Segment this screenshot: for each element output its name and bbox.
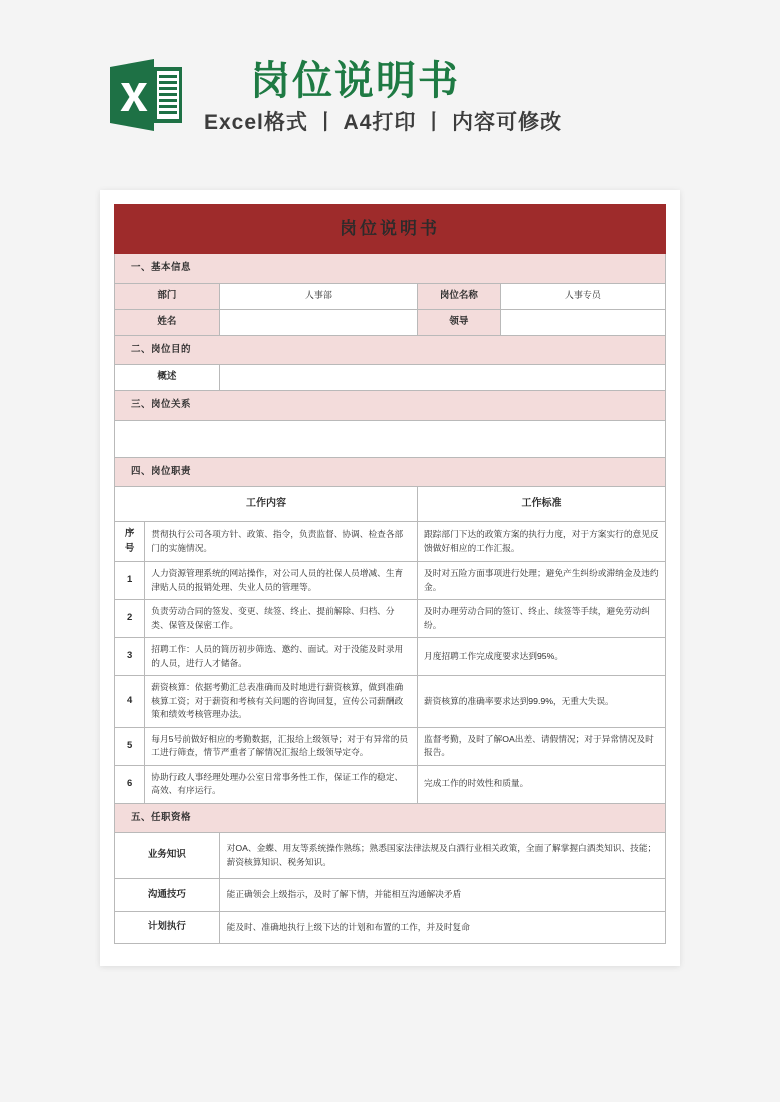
duty-content[interactable]: 人力资源管理系统的网站操作，对公司人员的社保人员增减、生育津贴人员的报销处理、失业人员的管理等。 [145, 562, 418, 600]
duty-content[interactable]: 贯彻执行公司各项方针、政策、指令，负责监督、协调、检查各部门的实施情况。 [145, 521, 418, 561]
column-header-work-content: 工作内容 [115, 487, 418, 522]
duty-content[interactable]: 薪资核算：依据考勤汇总表准确而及时地进行薪资核算，做到准确核算工资；对于薪资和考核有关问题的咨询回复，宣传公司薪酬政策和绩效考核管理办法。 [145, 676, 418, 727]
value-overview[interactable] [219, 365, 665, 391]
duty-seq: 6 [115, 765, 145, 803]
document-sheet [100, 190, 680, 966]
label-overview: 概述 [115, 365, 220, 391]
duty-standard[interactable]: 完成工作的时效性和质量。 [418, 765, 666, 803]
qualification-label: 业务知识 [115, 833, 220, 879]
label-name: 姓名 [115, 309, 220, 335]
qualification-value[interactable]: 对OA、金蝶、用友等系统操作熟练；熟悉国家法律法规及白酒行业相关政策，全面了解掌握白酒类知识、技能；薪资核算知识、税务知识。 [219, 833, 665, 879]
table-row-duty [115, 765, 666, 803]
banner-row [115, 205, 666, 254]
value-relations[interactable] [115, 420, 666, 457]
header-text-block [204, 54, 562, 135]
qualification-value[interactable]: 能正确领会上级指示，及时了解下情，并能相互沟通解决矛盾 [219, 879, 665, 911]
section-heading-row-relations [115, 390, 666, 420]
section-heading-basic-info: 一、基本信息 [115, 254, 666, 284]
table-row-qualification [115, 911, 666, 943]
section-heading-row-qualifications [115, 803, 666, 833]
section-heading-row-purpose [115, 335, 666, 365]
table-row-relations-value [115, 420, 666, 457]
value-name[interactable] [219, 309, 417, 335]
duty-seq: 4 [115, 676, 145, 727]
table-row-duty [115, 676, 666, 727]
section-heading-purpose: 二、岗位目的 [115, 335, 666, 365]
section-heading-duties: 四、岗位职责 [115, 457, 666, 487]
duty-standard[interactable]: 薪资核算的准确率要求达到99.9%，无重大失误。 [418, 676, 666, 727]
duty-seq: 1 [115, 562, 145, 600]
duty-seq: 序号 [115, 521, 145, 561]
qualification-value[interactable]: 能及时、准确地执行上级下达的计划和布置的工作，并及时复命 [219, 911, 665, 943]
table-row-name [115, 309, 666, 335]
duty-standard[interactable]: 及时办理劳动合同的签订、终止、续签等手续，避免劳动纠纷。 [418, 600, 666, 638]
table-row-qualification [115, 833, 666, 879]
duty-standard[interactable]: 月度招聘工作完成度要求达到95%。 [418, 638, 666, 676]
table-row-duty [115, 727, 666, 765]
duty-content[interactable]: 招聘工作：人员的简历初步筛选、邀约、面试。对于没能及时录用的人员，进行人才储备。 [145, 638, 418, 676]
document-banner-title: 岗位说明书 [115, 205, 666, 254]
duty-seq: 3 [115, 638, 145, 676]
duties-column-header-row [115, 487, 666, 522]
duty-standard[interactable]: 及时对五险方面事项进行处理；避免产生纠纷或滞纳金及违约金。 [418, 562, 666, 600]
label-department: 部门 [115, 284, 220, 310]
table-row-qualification [115, 879, 666, 911]
duty-standard[interactable]: 跟踪部门下达的政策方案的执行力度，对于方案实行的意见反馈做好相应的工作汇报。 [418, 521, 666, 561]
section-heading-qualifications: 五、任职资格 [115, 803, 666, 833]
value-leader[interactable] [500, 309, 665, 335]
duty-seq: 2 [115, 600, 145, 638]
table-row-purpose-overview [115, 365, 666, 391]
column-header-work-standard: 工作标准 [418, 487, 666, 522]
page-header [0, 0, 780, 190]
page-title: 岗位说明书 [250, 59, 460, 104]
table-row-duty [115, 600, 666, 638]
label-position-name: 岗位名称 [418, 284, 501, 310]
qualification-label: 计划执行 [115, 911, 220, 943]
section-heading-row-basic-info [115, 254, 666, 284]
duty-content[interactable]: 每月5号前做好相应的考勤数据，汇报给上级领导；对于有异常的员工进行筛查，情节严重者了解情况汇报给上级领导定夺。 [145, 727, 418, 765]
table-row-duty [115, 562, 666, 600]
job-description-table [114, 204, 666, 944]
section-heading-row-duties [115, 457, 666, 487]
table-row-duty [115, 638, 666, 676]
qualification-label: 沟通技巧 [115, 879, 220, 911]
duty-seq: 5 [115, 727, 145, 765]
table-row-duty [115, 521, 666, 561]
excel-file-icon [104, 53, 188, 137]
table-row-department [115, 284, 666, 310]
section-heading-relations: 三、岗位关系 [115, 390, 666, 420]
value-position-name[interactable]: 人事专员 [500, 284, 665, 310]
value-department[interactable]: 人事部 [219, 284, 417, 310]
duty-content[interactable]: 负责劳动合同的签发、变更、续签、终止、提前解除、归档、分类、保管及保密工作。 [145, 600, 418, 638]
page-subtitle: Excel格式 丨 A4打印 丨 内容可修改 [204, 111, 563, 135]
duty-standard[interactable]: 监督考勤，及时了解OA出差、请假情况；对于异常情况及时报告。 [418, 727, 666, 765]
label-leader: 领导 [418, 309, 501, 335]
duty-content[interactable]: 协助行政人事经理处理办公室日常事务性工作，保证工作的稳定、高效、有序运行。 [145, 765, 418, 803]
